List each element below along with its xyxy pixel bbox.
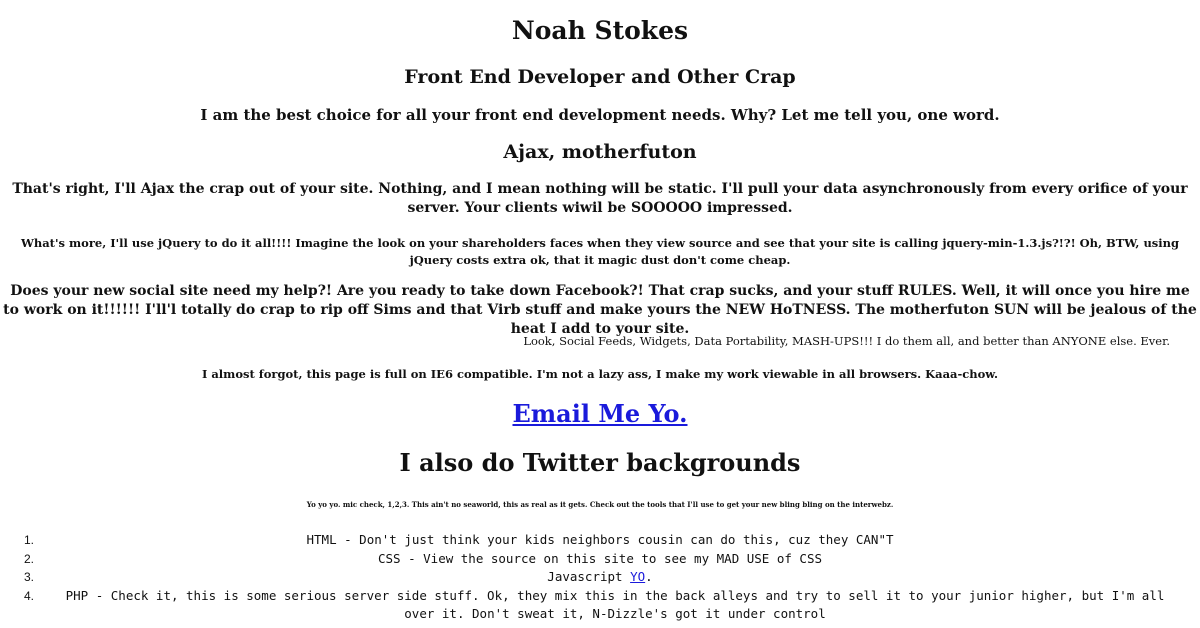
list-item-text: Javascript (547, 569, 631, 584)
tools-intro: Yo yo yo. mic check, 1,2,3. This ain't no seaworld, this as real as it gets. Check out the tools that I'll use to get your new bling bling on the interwebz. (306, 500, 894, 509)
twitter-heading: I also do Twitter backgrounds (399, 448, 801, 477)
ajax-paragraph: That's right, I'll Ajax the crap out of your site. Nothing, and I mean nothing will be static. I'll pull your data asynchronously from every orifice of your server. Your clients wiwil be SOOOOO impressed. (12, 181, 1188, 216)
list-item-suffix: . (645, 569, 653, 584)
list-number: 1. (23, 533, 34, 547)
slogan-heading: Ajax, motherfuton (503, 141, 697, 163)
list-item-text: CSS - View the source on this site to see my MAD USE of CSS (377, 550, 822, 566)
yo-link[interactable]: YO (630, 569, 646, 584)
list-item (0, 531, 1200, 550)
list-item (0, 550, 1200, 569)
subtitle: Front End Developer and Other Crap (404, 66, 796, 88)
list-item-text: HTML - Don't just think your kids neighbors cousin can do this, cuz they CAN"T (306, 532, 894, 547)
list-number: 2. (23, 551, 34, 566)
feeds-paragraph: Look, Social Feeds, Widgets, Data Portability, MASH-UPS!!! I do them all, and better than ANYONE else. Ever. (523, 334, 1170, 348)
list-item (0, 587, 1200, 624)
pitch-text: I am the best choice for all your front end development needs. Why? Let me tell you, one word. (200, 106, 1000, 124)
list-item-text: PHP - Check it, this is some serious server side stuff. Ok, they mix this in the back alleys and try to sell it to your junior higher, but I'm all over it. Don't sweat it, N-Dizzle's got it under control (65, 587, 1165, 621)
social-paragraph: Does your new social site need my help?! Are you ready to take down Facebook?! That crap sucks, and your stuff RULES. Well, it will once you hire me to work on it!!!!!! I'll'l totally do crap to rip off Sims and that Virb stuff and make yours the NEW HoTNESS. The motherfuton SUN will be jealous of the heat I add to your site. (3, 283, 1197, 337)
ie6-paragraph: I almost forgot, this page is full on IE6 compatible. I'm not a lazy ass, I make my work viewable in all browsers. Kaaa-chow. (201, 367, 999, 381)
list-number: 4. (23, 588, 34, 603)
tools-list (0, 531, 1200, 624)
email-link[interactable]: Email Me Yo. (512, 399, 688, 428)
page-title: Noah Stokes (511, 16, 689, 45)
jquery-paragraph: What's more, I'll use jQuery to do it all!!!! Imagine the look on your shareholders faces when they view source and see that your site is calling jquery-min-1.3.js?!?! Oh, BTW, using jQuery costs extra ok, that it magic dust don't come cheap. (20, 236, 1180, 267)
list-number: 3. (23, 570, 34, 584)
email-heading (0, 399, 1200, 428)
list-item (0, 568, 1200, 587)
